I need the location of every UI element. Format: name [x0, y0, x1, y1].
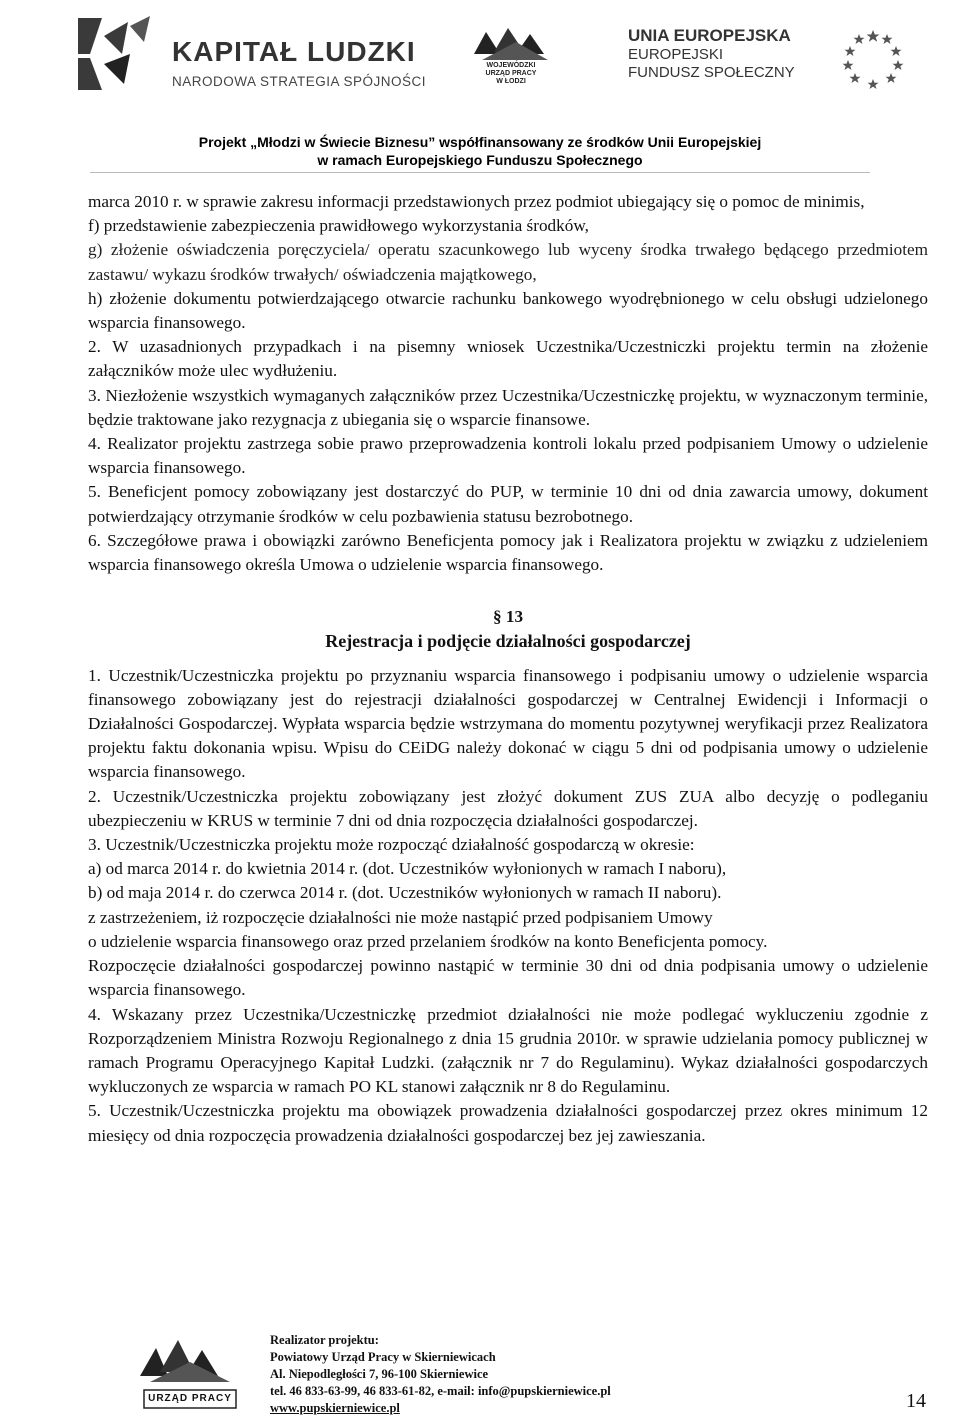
project-banner — [0, 133, 960, 169]
eu-line3: FUNDUSZ SPOŁECZNY — [628, 64, 795, 81]
paragraph: 5. Beneficjent pomocy zobowiązany jest dostarczyć do PUP, w terminie 10 dni od dnia zawarcia umowy, dokument potwierdzający otrzymanie środków w celu pozbawienia statusu bezrobotnego. — [88, 482, 928, 526]
urzad-pracy-logo — [130, 1332, 250, 1418]
wup-line3: W ŁODZI — [496, 78, 526, 85]
wup-line1: WOJEWÓDZKI — [486, 62, 536, 69]
kl-subtitle: NARODOWA STRATEGIA SPÓJNOŚCI — [172, 74, 427, 89]
wup-lodz-logo-icon — [456, 24, 566, 64]
document-body — [88, 190, 928, 1148]
paragraph: 2. Uczestnik/Uczestniczka projektu zobowiązany jest złożyć dokument ZUS ZUA albo decyzję o podleganiu ubezpieczeniu w KRUS w terminie 7 dni od dnia rozpoczęcia działalności gospodarczej. — [88, 786, 928, 830]
footer-website-link[interactable]: www.pupskierniewice.pl — [270, 1401, 400, 1415]
section-title: Rejestracja i podjęcie działalności gospodarczej — [325, 631, 691, 652]
paragraph: 6. Szczegółowe prawa i obowiązki zarówno Beneficjenta pomocy jak i Realizatora projektu w związku z udzieleniem wsparcia finansowego określa Umowa o udzielenie wsparcia finansowego. — [88, 530, 928, 575]
footer-line3: Al. Niepodległości 7, 96-100 Skierniewice — [270, 1367, 489, 1381]
wup-line2: URZĄD PRACY — [485, 70, 537, 77]
footer-contact — [270, 1332, 611, 1417]
paragraph: h) złożenie dokumentu potwierdzającego otwarcie rachunku bankowego wyodrębnionego w celu obsługi udzielonego wsparcia finansowego. — [88, 288, 928, 333]
paragraph: 4. Realizator projektu zastrzega sobie prawo przeprowadzenia kontroli lokalu przed podpisaniem Umowy o udzielenie wsparcia finansowego. — [88, 434, 928, 478]
paragraph: f) przedstawienie zabezpieczenia prawidłowego wykorzystania środków, — [88, 216, 589, 236]
project-line1: Projekt „Młodzi w Świecie Biznesu” współfinansowany ze środków Unii Europejskiej — [198, 134, 762, 150]
wup-lodz-logo — [456, 24, 566, 94]
project-line2: w ramach Europejskiego Funduszu Społecznego — [317, 152, 643, 168]
paragraph: Rozpoczęcie działalności gospodarczej powinno nastąpić w terminie 30 dni od dnia podpisania umowy o udzielenie wsparcia finansowego. — [88, 956, 928, 1000]
paragraph: 3. Uczestnik/Uczestniczka projektu może rozpocząć działalność gospodarczą w okresie: — [88, 835, 695, 855]
paragraph: z zastrzeżeniem, iż rozpoczęcie działalności nie może nastąpić przed podpisaniem Umowy — [88, 907, 713, 927]
paragraph: g) złożenie oświadczenia poręczyciela/ operatu szacunkowego lub wyceny środka trwałego będącego przedmiotem zastawu/ wykazu środków trwałych/ oświadczenia majątkowego, — [88, 240, 928, 284]
paragraph: 3. Niezłożenie wszystkich wymaganych załączników przez Uczestnika/Uczestniczkę projektu, w wyznaczonym terminie, będzie traktowane jako rezygnacja z ubiegania się o wsparcie finansowe. — [88, 385, 928, 429]
paragraph: 4. Wskazany przez Uczestnika/Uczestniczkę przedmiot działalności nie może podlegać wykluczeniu zgodnie z Rozporządzeniem Ministra Rozwoju Regionalnego z dnia 15 grudnia 2010r. w sprawie udzielania pomocy publicznej w ramach Programu Operacyjnego Kapitał Ludzki. (załącznik nr 7 do Regulaminu). Wykaz działalności gospodarczych wykluczonych ze wsparcia w ramach PO KL stanowi załącznik nr 8 do Regulaminu. — [88, 1004, 928, 1097]
paragraph: 2. W uzasadnionych przypadkach i na pisemny wniosek Uczestnika/Uczestniczki projektu termin na złożenie załączników może ulec wydłużeniu. — [88, 337, 928, 381]
eu-line2: EUROPEJSKI — [628, 46, 724, 63]
paragraph: 1. Uczestnik/Uczestniczka projektu po przyznaniu wsparcia finansowego i podpisaniu umowy o udzielenie wsparcia finansowego zobowiązany jest do rejestracji działalności gospodarczej w Centralnej Ewidencji i Informacji o Działalności Gospodarczej. Wypłata wsparcia będzie wstrzymana do momentu pozytywnej weryfikacji przez Realizatora projektu faktu dokonania wpisu. Wpisu do CEiDG należy dokonać w ciągu 5 dni od podpisania umowy o udzielenie wsparcia finansowego. — [88, 665, 928, 782]
paragraph: o udzielenie wsparcia finansowego oraz przed przelaniem środków na konto Beneficjenta pomocy. — [88, 931, 768, 951]
kl-title: KAPITAŁ LUDZKI — [172, 36, 416, 67]
footer-line4: tel. 46 833-63-99, 46 833-61-82, e-mail: info@pupskierniewice.pl — [270, 1384, 611, 1398]
footer-line2: Powiatowy Urząd Pracy w Skierniewicach — [270, 1350, 496, 1364]
page-number: 14 — [906, 1390, 926, 1412]
eu-line1: UNIA EUROPEJSKA — [628, 26, 791, 45]
paragraph: b) od maja 2014 r. do czerwca 2014 r. (dot. Uczestników wyłonionych w ramach II naboru). — [88, 883, 722, 903]
header-divider — [90, 172, 870, 173]
eu-stars-flag-icon — [828, 24, 918, 96]
section-number: § 13 — [492, 607, 524, 627]
kapital-ludzki-logo-icon — [74, 14, 154, 94]
page-header — [0, 0, 960, 180]
eu-logo — [628, 26, 928, 106]
page-footer — [0, 1320, 960, 1423]
paragraph: a) od marca 2014 r. do kwietnia 2014 r. (dot. Uczestników wyłonionych w ramach I naboru), — [88, 859, 727, 879]
paragraph: marca 2010 r. w sprawie zakresu informacji przedstawionych przez podmiot ubiegający się o pomoc de minimis, — [88, 192, 865, 211]
kapital-ludzki-logo — [80, 14, 427, 94]
paragraph: 5. Uczestnik/Uczestniczka projektu ma obowiązek prowadzenia działalności gospodarczej przez okres minimum 12 miesięcy od dnia rozpoczęcia prowadzenia działalności gospodarczej bez jej zawieszania. — [88, 1101, 928, 1145]
urzad-pracy-logo-label: URZĄD PRACY — [148, 1393, 232, 1404]
urzad-pracy-logo-icon — [130, 1332, 250, 1418]
section-heading — [88, 605, 928, 653]
footer-line1: Realizator projektu: — [270, 1333, 379, 1347]
